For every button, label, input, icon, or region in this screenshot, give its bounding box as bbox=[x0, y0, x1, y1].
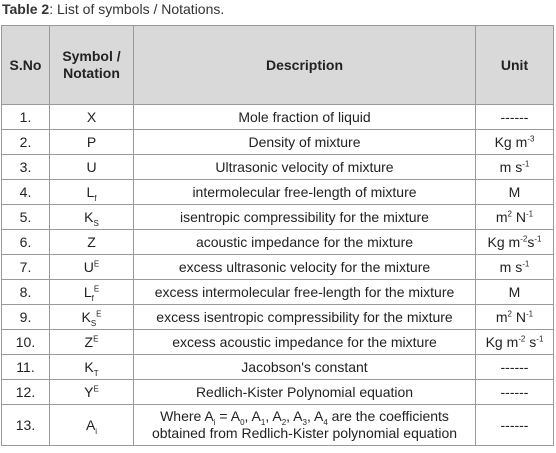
cell-symbol bbox=[50, 305, 134, 330]
table-row bbox=[2, 130, 554, 155]
table-row bbox=[2, 180, 554, 205]
symbol-base: Z bbox=[84, 333, 94, 350]
table-row bbox=[2, 305, 554, 330]
cell-unit bbox=[476, 280, 554, 305]
cell-description: Redlich-Kister Polynomial equation bbox=[134, 380, 476, 405]
cell-symbol bbox=[50, 380, 134, 405]
symbol-base: U bbox=[86, 158, 97, 175]
cell-sno: 3. bbox=[2, 155, 50, 180]
unit-mid: N bbox=[512, 308, 526, 325]
symbol-sub: T bbox=[93, 368, 99, 378]
table-row bbox=[2, 205, 554, 230]
cell-description: excess ultrasonic velocity for the mixture bbox=[134, 255, 476, 280]
header-symbol bbox=[50, 26, 134, 105]
header-row bbox=[2, 26, 554, 105]
cell-unit bbox=[476, 380, 554, 405]
cell-description: Mole fraction of liquid bbox=[134, 105, 476, 130]
unit-sup2: -1 bbox=[526, 308, 534, 318]
caption-label: Table 2 bbox=[2, 1, 50, 17]
cell-sno: 12. bbox=[2, 380, 50, 405]
cell-sno: 7. bbox=[2, 255, 50, 280]
cell-sno: 9. bbox=[2, 305, 50, 330]
cell-unit bbox=[476, 330, 554, 355]
unit-base: M bbox=[508, 183, 521, 200]
cell-sno: 2. bbox=[2, 130, 50, 155]
table-row bbox=[2, 380, 554, 405]
cell-description: excess acoustic impedance for the mixture bbox=[134, 330, 476, 355]
table-caption bbox=[2, 0, 224, 22]
unit-sup2: -1 bbox=[526, 208, 534, 218]
unit-base: Kg m bbox=[485, 333, 519, 350]
symbol-sub: S bbox=[93, 218, 99, 228]
table-row bbox=[2, 230, 554, 255]
symbol-base: A bbox=[85, 416, 96, 433]
symbol-sub: f bbox=[91, 293, 94, 303]
cell-sno: 11. bbox=[2, 355, 50, 380]
cell-description: excess isentropic compressibility for the mixture bbox=[134, 305, 476, 330]
cell-unit bbox=[476, 180, 554, 205]
unit-sup: -2 bbox=[518, 333, 526, 343]
cell-unit bbox=[476, 230, 554, 255]
unit-sup: -2 bbox=[520, 233, 528, 243]
cell-symbol bbox=[50, 330, 134, 355]
header-symbol-line2: Notation bbox=[63, 65, 120, 81]
header-unit: Unit bbox=[476, 26, 554, 105]
cell-symbol bbox=[50, 130, 134, 155]
cell-description: intermolecular free-length of mixture bbox=[134, 180, 476, 205]
cell-symbol bbox=[50, 355, 134, 380]
symbol-sub: f bbox=[94, 193, 97, 203]
symbol-sup: E bbox=[93, 258, 100, 268]
unit-sup: -3 bbox=[527, 133, 535, 143]
unit-base: m s bbox=[499, 258, 523, 275]
unit-base: M bbox=[508, 283, 521, 300]
symbol-sup: E bbox=[93, 283, 100, 293]
unit-base: ------ bbox=[500, 358, 529, 375]
unit-base: Kg m bbox=[494, 133, 528, 150]
symbol-base: P bbox=[86, 133, 97, 150]
cell-unit bbox=[476, 155, 554, 180]
cell-description: Jacobson's constant bbox=[134, 355, 476, 380]
symbol-base: K bbox=[81, 308, 91, 325]
cell-sno: 13. bbox=[2, 405, 50, 446]
table-row bbox=[2, 330, 554, 355]
unit-base: m bbox=[495, 308, 508, 325]
cell-symbol bbox=[50, 405, 134, 446]
unit-sup: -1 bbox=[522, 258, 530, 268]
cell-description: acoustic impedance for the mixture bbox=[134, 230, 476, 255]
symbol-base: Z bbox=[87, 233, 96, 250]
unit-sup2: -1 bbox=[534, 233, 542, 243]
cell-sno: 8. bbox=[2, 280, 50, 305]
cell-symbol bbox=[50, 205, 134, 230]
unit-base: ------ bbox=[500, 108, 529, 125]
symbol-sub: i bbox=[95, 426, 98, 436]
symbol-base: K bbox=[84, 208, 94, 225]
unit-mid: N bbox=[512, 208, 526, 225]
cell-sno: 10. bbox=[2, 330, 50, 355]
table-row bbox=[2, 405, 554, 446]
symbol-sup: E bbox=[96, 308, 102, 318]
table-row bbox=[2, 280, 554, 305]
table-row bbox=[2, 155, 554, 180]
cell-description: isentropic compressibility for the mixture bbox=[134, 205, 476, 230]
cell-sno: 1. bbox=[2, 105, 50, 130]
cell-symbol bbox=[50, 105, 134, 130]
cell-unit bbox=[476, 130, 554, 155]
cell-symbol bbox=[50, 180, 134, 205]
cell-unit bbox=[476, 205, 554, 230]
cell-description: Ultrasonic velocity of mixture bbox=[134, 155, 476, 180]
unit-sup: -1 bbox=[522, 158, 530, 168]
header-symbol-line1: Symbol / bbox=[62, 48, 121, 64]
unit-base: m s bbox=[499, 158, 523, 175]
cell-symbol bbox=[50, 155, 134, 180]
header-description: Description bbox=[134, 26, 476, 105]
cell-description: Density of mixture bbox=[134, 130, 476, 155]
cell-sno: 5. bbox=[2, 205, 50, 230]
cell-symbol bbox=[50, 230, 134, 255]
cell-unit bbox=[476, 255, 554, 280]
symbol-base: Y bbox=[84, 383, 94, 400]
table-row bbox=[2, 255, 554, 280]
symbol-base: X bbox=[86, 108, 97, 125]
cell-unit bbox=[476, 355, 554, 380]
header-sno: S.No bbox=[2, 26, 50, 105]
symbol-base: K bbox=[84, 358, 94, 375]
unit-base: Kg m bbox=[487, 233, 521, 250]
description-line2: obtained from Redlich-Kister polynomial equation bbox=[151, 425, 458, 441]
table-row bbox=[2, 105, 554, 130]
symbol-base: L bbox=[83, 283, 92, 300]
cell-sno: 6. bbox=[2, 230, 50, 255]
symbols-table bbox=[1, 25, 554, 446]
cell-description: excess intermolecular free-length for the mixture bbox=[134, 280, 476, 305]
unit-mid: s bbox=[527, 233, 535, 250]
unit-mid: s bbox=[525, 333, 537, 350]
symbol-base: L bbox=[86, 183, 95, 200]
symbol-sub: S bbox=[90, 318, 97, 328]
table-row bbox=[2, 355, 554, 380]
cell-unit bbox=[476, 105, 554, 130]
cell-symbol bbox=[50, 255, 134, 280]
cell-description bbox=[134, 405, 476, 446]
cell-symbol bbox=[50, 280, 134, 305]
unit-sup: 2 bbox=[507, 208, 512, 218]
caption-text: : List of symbols / Notations. bbox=[49, 1, 225, 17]
cell-unit: ------ bbox=[476, 405, 554, 446]
unit-sup: 2 bbox=[507, 308, 512, 318]
unit-base: m bbox=[495, 208, 508, 225]
unit-base: ------ bbox=[500, 383, 529, 400]
symbol-base: U bbox=[83, 258, 94, 275]
cell-unit bbox=[476, 305, 554, 330]
description-line1: Where $A_i = A_0$, $A_1$, $A_2$, $A_3$, $A_4$ are the coefficients bbox=[160, 408, 449, 427]
cell-sno: 4. bbox=[2, 180, 50, 205]
symbol-sup: E bbox=[93, 383, 99, 393]
unit-sup2: -1 bbox=[536, 333, 544, 343]
symbol-sup: E bbox=[93, 333, 99, 343]
